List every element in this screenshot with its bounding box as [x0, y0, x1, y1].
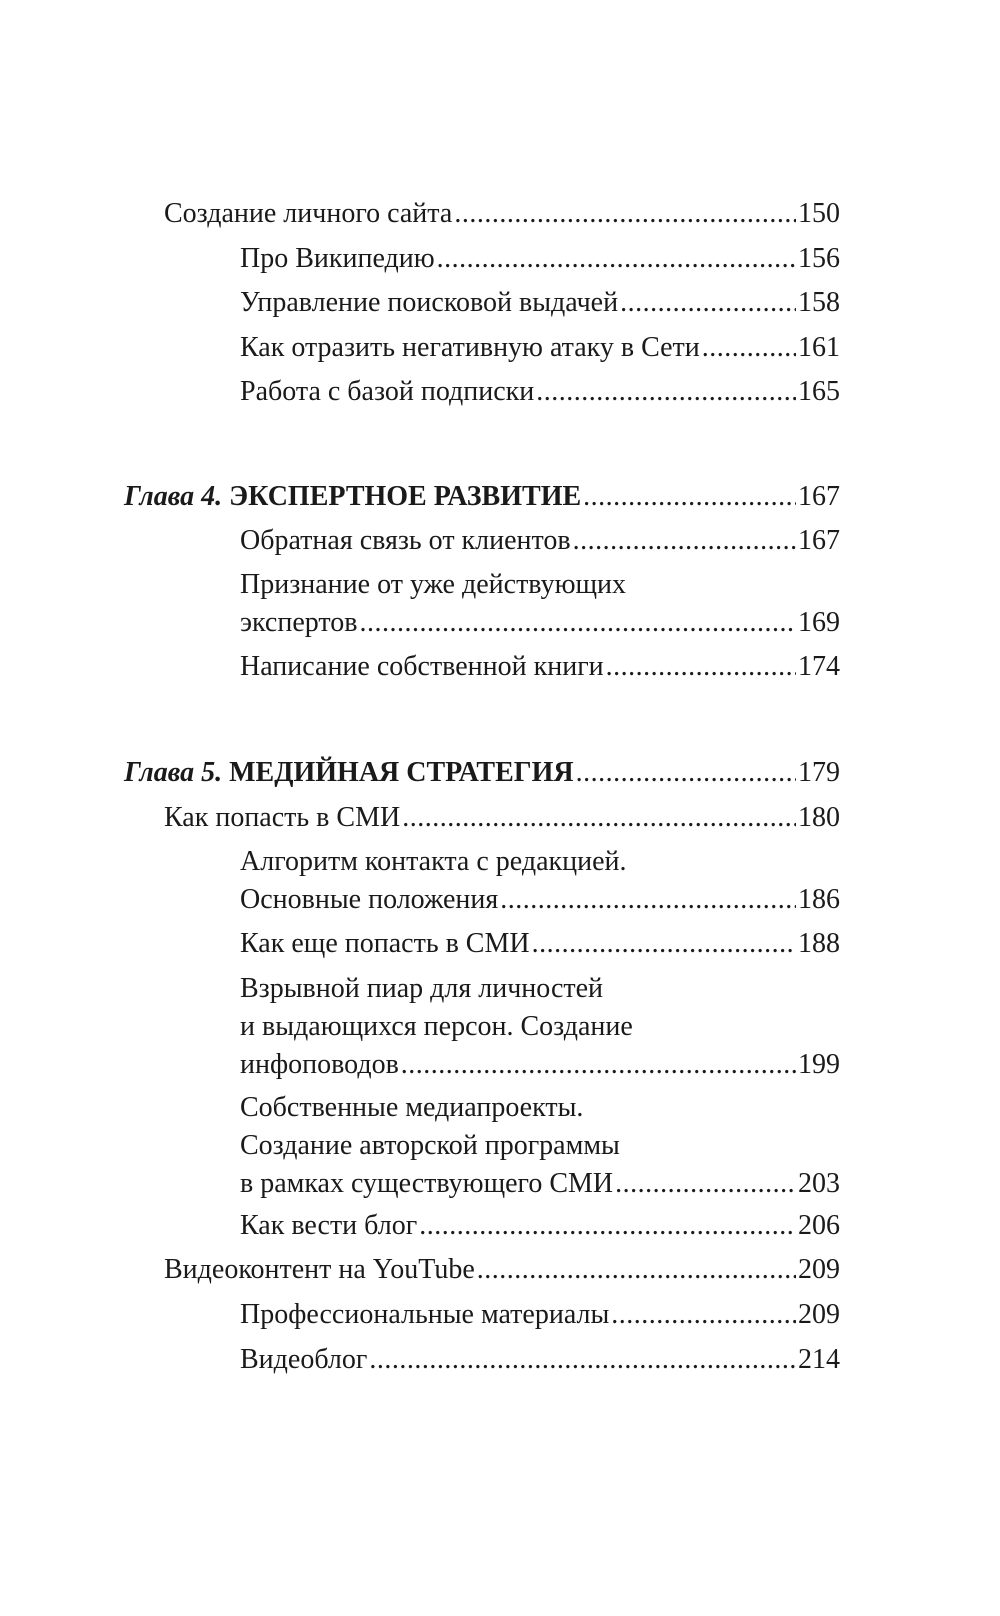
chapter-label: Глава 5. [124, 757, 223, 788]
entry-title: Обратная связь от клиентов [240, 525, 571, 556]
page-number: 186 [798, 884, 840, 915]
entry-title-line1: Алгоритм контакта с редакцией. [240, 846, 627, 877]
entry-title-line3: в рамках существующего СМИ [240, 1168, 614, 1199]
leader-dots [583, 478, 796, 516]
entry-title-line1: Собственные медиапроекты. [240, 1092, 584, 1123]
entry-title: Про Википедию [240, 243, 435, 274]
page-number: 206 [798, 1210, 840, 1241]
leader-dots [401, 1046, 796, 1084]
toc-entry-youtube [0, 1251, 840, 1289]
entry-title-line2: Основные положения [240, 884, 499, 915]
entry-title-line1: Признание от уже действующих [240, 569, 627, 600]
page-number: 161 [798, 332, 840, 363]
leader-dots [500, 881, 796, 919]
entry-title: Управление поисковой выдачей [240, 287, 619, 318]
page-number: 174 [798, 651, 840, 682]
leader-dots [573, 522, 796, 560]
entry-title: Как еще попасть в СМИ [240, 928, 530, 959]
leader-dots [611, 1296, 796, 1334]
entry-title-line2: Создание авторской программы [240, 1130, 620, 1161]
toc-entry-videoblog [0, 1341, 840, 1379]
leader-dots [615, 1165, 796, 1203]
toc-entry-more-media [0, 925, 840, 963]
leader-dots [402, 799, 796, 837]
entry-title-line2: экспертов [240, 607, 358, 638]
page-number: 150 [798, 198, 840, 229]
leader-dots [369, 1341, 796, 1379]
page-number: 158 [798, 287, 840, 318]
page-number: 180 [798, 802, 840, 833]
chapter-title: МЕДИЙНАЯ СТРАТЕГИЯ [229, 757, 574, 788]
toc-entry-own-book [0, 648, 840, 686]
page-number: 167 [798, 481, 840, 512]
page-number: 156 [798, 243, 840, 274]
leader-dots [702, 329, 796, 367]
page-number: 214 [798, 1344, 840, 1375]
toc-entry-contact-algorithm [0, 843, 840, 919]
page-number: 165 [798, 376, 840, 407]
entry-title: Как попасть в СМИ [164, 802, 401, 833]
entry-title-line3: инфоповодов [240, 1049, 399, 1080]
toc-entry-personal-site [0, 195, 840, 233]
entry-title-line2: и выдающихся персон. Создание [240, 1011, 633, 1042]
entry-title: Создание личного сайта [164, 198, 453, 229]
entry-title-line1: Взрывной пиар для личностей [240, 973, 604, 1004]
leader-dots [532, 925, 796, 963]
leader-dots [454, 195, 796, 233]
toc-entry-explosive-pr [0, 970, 840, 1084]
leader-dots [620, 284, 796, 322]
toc-entry-blog [0, 1207, 840, 1245]
page-number: 209 [798, 1254, 840, 1285]
page-number: 188 [798, 928, 840, 959]
entry-title: Видеоконтент на YouTube [164, 1254, 475, 1285]
leader-dots [536, 373, 796, 411]
leader-dots [359, 604, 796, 642]
entry-title: Профессиональные материалы [240, 1299, 610, 1330]
chapter-title: ЭКСПЕРТНОЕ РАЗВИТИЕ [229, 481, 582, 512]
page-number: 199 [798, 1049, 840, 1080]
toc-chapter-4 [0, 478, 840, 516]
toc-entry-media-projects [0, 1089, 840, 1203]
toc-entry-search-results [0, 284, 840, 322]
chapter-label: Глава 4. [124, 481, 223, 512]
entry-title: Написание собственной книги [240, 651, 604, 682]
page-number: 209 [798, 1299, 840, 1330]
toc-entry-expert-recognition [0, 566, 840, 642]
toc-entry-get-into-media [0, 799, 840, 837]
toc-entry-professional-materials [0, 1296, 840, 1334]
toc-entry-client-feedback [0, 522, 840, 560]
leader-dots [576, 754, 796, 792]
page-number: 203 [798, 1168, 840, 1199]
leader-dots [437, 240, 796, 278]
toc-chapter-5 [0, 754, 840, 792]
leader-dots [606, 648, 796, 686]
toc-entry-negative-attack [0, 329, 840, 367]
toc-entry-subscription-base [0, 373, 840, 411]
entry-title: Видеоблог [240, 1344, 368, 1375]
leader-dots [477, 1251, 796, 1289]
leader-dots [419, 1207, 796, 1245]
toc-entry-wikipedia [0, 240, 840, 278]
entry-title: Работа с базой подписки [240, 376, 535, 407]
page-number: 167 [798, 525, 840, 556]
page-number: 179 [798, 757, 840, 788]
entry-title: Как отразить негативную атаку в Сети [240, 332, 700, 363]
page-number: 169 [798, 607, 840, 638]
entry-title: Как вести блог [240, 1210, 418, 1241]
